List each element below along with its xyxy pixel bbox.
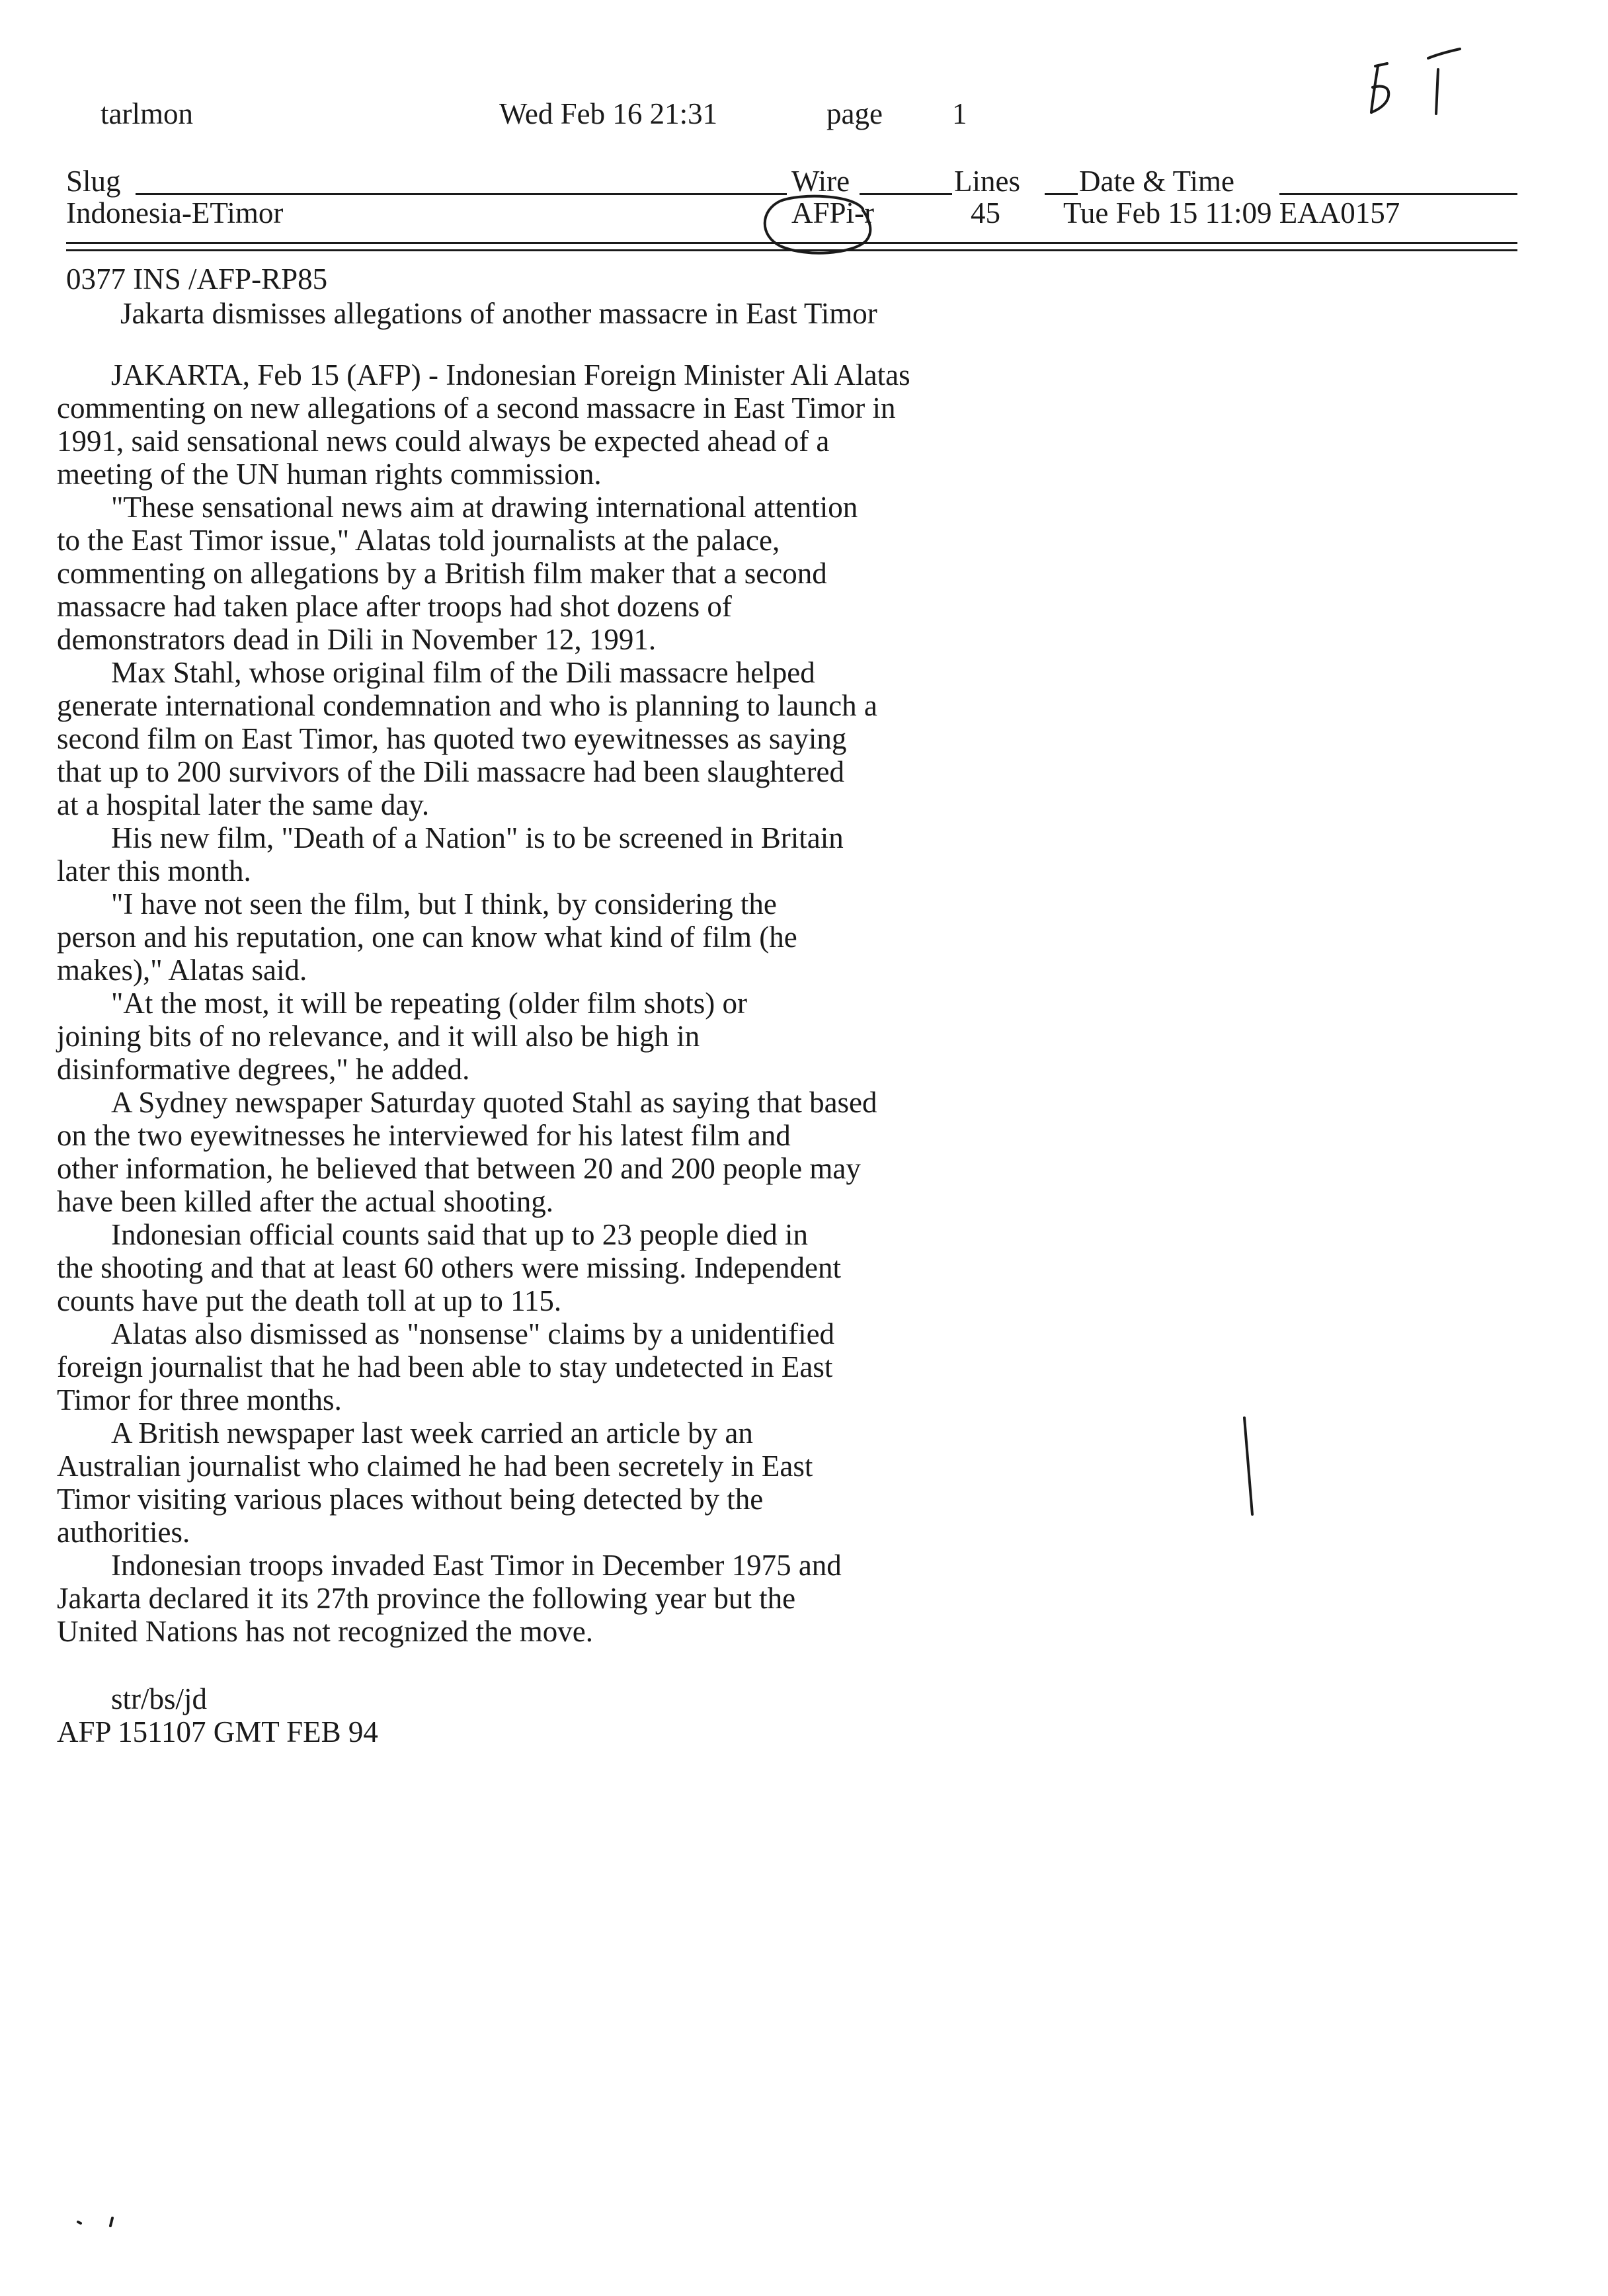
lines-value: 45 (971, 196, 1000, 229)
body-line: at a hospital later the same day. (57, 788, 430, 821)
body-line: later this month. (57, 854, 251, 887)
datetime-value: Tue Feb 15 11:09 EAA0157 (1063, 196, 1400, 229)
body-line: str/bs/jd (111, 1682, 208, 1715)
body-line: His new film, "Death of a Nation" is to be screened in Britain (111, 821, 844, 854)
body-line: "I have not seen the film, but I think, by considering the (111, 887, 777, 921)
body-line: foreign journalist that he had been able to stay undetected in East (57, 1350, 833, 1383)
body-line: on the two eyewitnesses he interviewed for his latest film and (57, 1119, 791, 1152)
lines-underline (1045, 193, 1078, 195)
story-id: 0377 INS /AFP-RP85 (66, 263, 328, 296)
body-line: joining bits of no relevance, and it will also be high in (57, 1020, 700, 1053)
body-line: Max Stahl, whose original film of the Dili massacre helped (111, 656, 815, 689)
body-line: person and his reputation, one can know what kind of film (he (57, 921, 797, 954)
body-line: Timor visiting various places without being detected by the (57, 1483, 764, 1516)
body-line: 1991, said sensational news could always be expected ahead of a (57, 425, 830, 458)
wire-value: AFPi-r (791, 196, 875, 229)
stray-marks (74, 2210, 127, 2230)
body-line: makes)," Alatas said. (57, 954, 307, 987)
body-line: have been killed after the actual shooting. (57, 1185, 553, 1218)
header-page-label: page (826, 97, 883, 130)
slug-label: Slug (66, 165, 121, 198)
body-line: counts have put the death toll at up to 115. (57, 1284, 562, 1317)
datetime-label: Date & Time (1079, 165, 1235, 198)
body-line: the shooting and that at least 60 others were missing. Independent (57, 1251, 841, 1284)
body-line (57, 1648, 1445, 1682)
body-line: United Nations has not recognized the move. (57, 1615, 594, 1648)
lines-label: Lines (954, 165, 1020, 198)
handwritten-margin-line (1236, 1415, 1263, 1521)
body-line: that up to 200 survivors of the Dili massacre had been slaughtered (57, 755, 844, 788)
datetime-underline (1279, 193, 1517, 195)
body-line: Indonesian troops invaded East Timor in December 1975 and (111, 1549, 842, 1582)
slug-underline (136, 193, 787, 195)
body-line: "These sensational news aim at drawing international attention (111, 491, 858, 524)
body-line: A Sydney newspaper Saturday quoted Stahl as saying that based (111, 1086, 877, 1119)
header-date: Wed Feb 16 21:31 (499, 97, 718, 130)
body-line: commenting on allegations by a British film maker that a second (57, 557, 827, 590)
slug-value: Indonesia-ETimor (66, 196, 284, 229)
body-line: "At the most, it will be repeating (older film shots) or (111, 987, 747, 1020)
body-line: authorities. (57, 1516, 190, 1549)
body-line: A British newspaper last week carried an article by an (111, 1416, 753, 1450)
body-line: Jakarta declared it its 27th province the following year but the (57, 1582, 796, 1615)
body-line: generate international condemnation and who is planning to launch a (57, 689, 877, 722)
body-line: demonstrators dead in Dili in November 12, 1991. (57, 623, 657, 656)
wire-label: Wire (791, 165, 850, 198)
body-line: JAKARTA, Feb 15 (AFP) - Indonesian Foreign Minister Ali Alatas (111, 358, 910, 391)
handwritten-et-mark (1349, 46, 1468, 126)
body-line: disinformative degrees," he added. (57, 1053, 470, 1086)
body-line: AFP 151107 GMT FEB 94 (57, 1715, 378, 1748)
header-page-number: 1 (952, 97, 967, 130)
headline: Jakarta dismisses allegations of another massacre in East Timor (120, 297, 877, 330)
body-line: Timor for three months. (57, 1383, 342, 1416)
body-line: Alatas also dismissed as "nonsense" claims by a unidentified (111, 1317, 835, 1350)
body-line: other information, he believed that between 20 and 200 people may (57, 1152, 861, 1185)
body-line: meeting of the UN human rights commission. (57, 458, 602, 491)
article-body (57, 358, 1445, 1748)
body-line: to the East Timor issue," Alatas told journalists at the palace, (57, 524, 780, 557)
body-line: Australian journalist who claimed he had been secretely in East (57, 1450, 813, 1483)
header-user: tarlmon (100, 97, 193, 130)
body-line: Indonesian official counts said that up to 23 people died in (111, 1218, 808, 1251)
body-line: second film on East Timor, has quoted two eyewitnesses as saying (57, 722, 847, 755)
body-line: massacre had taken place after troops had shot dozens of (57, 590, 732, 623)
body-line: commenting on new allegations of a second massacre in East Timor in (57, 391, 896, 425)
separator-rule (66, 242, 1517, 251)
